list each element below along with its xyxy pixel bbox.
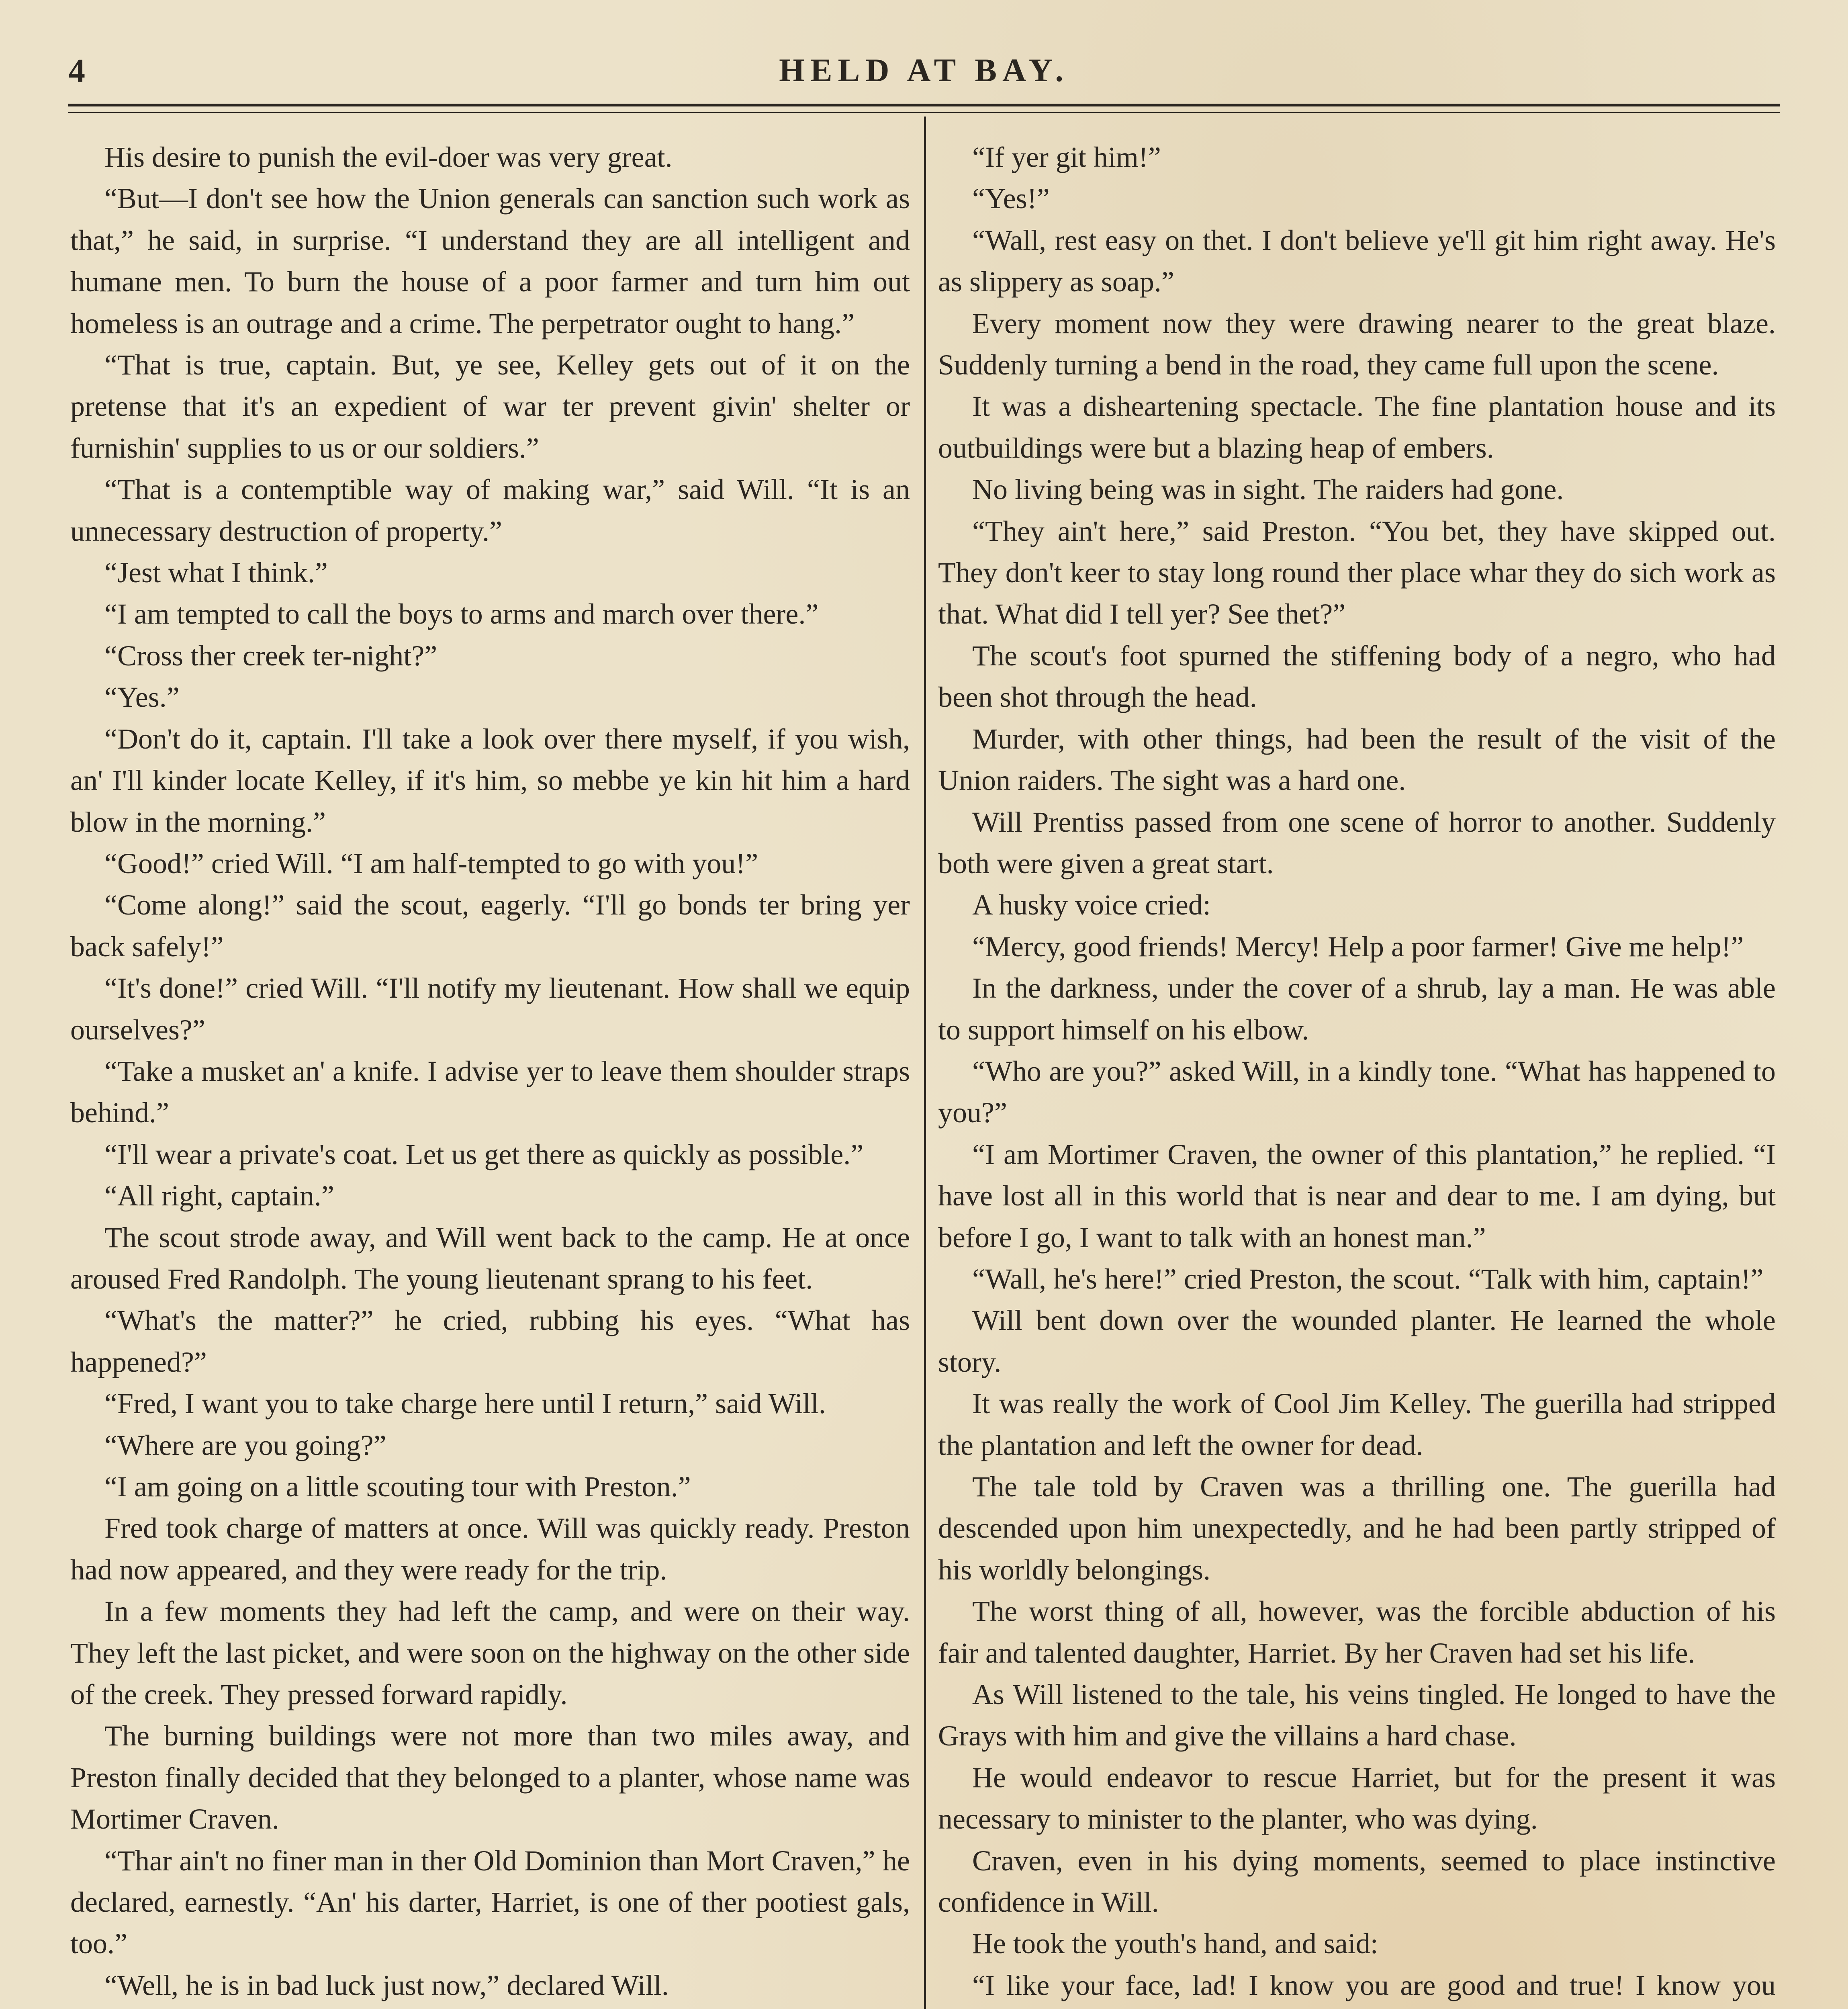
header-rule bbox=[68, 104, 1780, 106]
paragraph: “Fred, I want you to take charge here until I return,” said Will. bbox=[104, 1387, 826, 1420]
paragraph: The tale told by Craven was a thrilling one. The guerilla had descended upon him unexpectedly, and he had been partly stripped of his worldly belongings. bbox=[938, 1471, 1776, 1586]
paragraph: “Well, he is in bad luck just now,” declared Will. bbox=[104, 1969, 669, 2001]
paragraph: “Thar ain't no finer man in ther Old Dominion than Mort Craven,” he declared, earnestly. “An' his darter, Harriet, is one of ther pootiest gals, too.” bbox=[70, 1844, 910, 1960]
paragraph: “I'll wear a private's coat. Let us get there as quickly as possible.” bbox=[104, 1138, 864, 1170]
paragraph: “It's done!” cried Will. “I'll notify my lieutenant. How shall we equip ourselves?” bbox=[70, 972, 910, 1046]
paragraph: “Mercy, good friends! Mercy! Help a poor farmer! Give me help!” bbox=[972, 930, 1744, 963]
header-rule-thin bbox=[68, 112, 1780, 113]
paragraph: As Will listened to the tale, his veins tingled. He longed to have the Grays with him and give the villains a hard chase. bbox=[938, 1678, 1776, 1752]
paragraph: No living being was in sight. The raiders had gone. bbox=[972, 473, 1564, 506]
paragraph: “All right, captain.” bbox=[104, 1180, 334, 1212]
paragraph: It was really the work of Cool Jim Kelley. The guerilla had stripped the plantation and left the owner for dead. bbox=[938, 1387, 1776, 1461]
paragraph: “Good!” cried Will. “I am half-tempted to go with you!” bbox=[104, 847, 758, 880]
paragraph: The scout's foot spurned the stiffening body of a negro, who had been shot through the head. bbox=[938, 639, 1776, 714]
paragraph: Will Prentiss passed from one scene of horror to another. Suddenly both were given a great start. bbox=[938, 806, 1776, 880]
paragraph: “But—I don't see how the Union generals can sanction such work as that,” he said, in surprise. “I understand they are all intelligent and humane men. To burn the house of a poor farmer and turn him out homeless is an outrage and a crime. The perpetrator ought to hang.” bbox=[70, 182, 910, 340]
paragraph: A husky voice cried: bbox=[972, 889, 1211, 921]
paragraph: “Where are you going?” bbox=[104, 1429, 386, 1461]
paragraph: He would endeavor to rescue Harriet, but for the present it was necessary to minister to the planter, who was dying. bbox=[938, 1761, 1776, 1835]
paragraph: The burning buildings were not more than two miles away, and Preston finally decided that they belonged to a planter, whose name was Mortimer Craven. bbox=[70, 1720, 910, 1835]
paragraph: “Yes!” bbox=[972, 182, 1050, 215]
paragraph: “If yer git him!” bbox=[972, 141, 1161, 173]
paragraph: “Wall, rest easy on thet. I don't believe ye'll git him right away. He's as slippery as soap.” bbox=[938, 224, 1776, 298]
paragraph: Fred took charge of matters at once. Will was quickly ready. Preston had now appeared, and they were ready for the trip. bbox=[70, 1512, 910, 1586]
paragraph: “Jest what I think.” bbox=[104, 556, 328, 589]
paragraph: In a few moments they had left the camp, and were on their way. They left the last picket, and were soon on the highway on the other side of the creek. They pressed forward rapidly. bbox=[70, 1595, 910, 1711]
right-column bbox=[938, 137, 1776, 2009]
left-column bbox=[70, 137, 910, 2009]
page-header bbox=[68, 48, 1780, 96]
paragraph: Every moment now they were drawing nearer to the great blaze. Suddenly turning a bend in the road, they came full upon the scene. bbox=[938, 307, 1776, 381]
paragraph: “They ain't here,” said Preston. “You bet, they have skipped out. They don't keer to stay long round ther place whar they do sich work as that. What did I tell yer? See thet?” bbox=[938, 515, 1776, 630]
paragraph: “Cross ther creek ter-night?” bbox=[104, 639, 437, 672]
paragraph: “That is a contemptible way of making war,” said Will. “It is an unnecessary destruction of property.” bbox=[70, 473, 910, 547]
paragraph: In the darkness, under the cover of a shrub, lay a man. He was able to support himself on his elbow. bbox=[938, 972, 1776, 1046]
paragraph: “Yes.” bbox=[104, 681, 180, 714]
paragraph: “That is true, captain. But, ye see, Kelley gets out of it on the pretense that it's an expedient of war ter prevent givin' shelter or furnishin' supplies to us or our soldiers.” bbox=[70, 349, 910, 464]
paragraph: “I am Mortimer Craven, the owner of this plantation,” he replied. “I have lost all in this world that is near and dear to me. I am dying, but before I go, I want to talk with an honest man.” bbox=[938, 1138, 1776, 1254]
paragraph: “Wall, he's here!” cried Preston, the scout. “Talk with him, captain!” bbox=[972, 1262, 1764, 1295]
paragraph: His desire to punish the evil-doer was very great. bbox=[104, 141, 673, 173]
paragraph: “Don't do it, captain. I'll take a look over there myself, if you wish, an' I'll kinder locate Kelley, if it's him, so mebbe ye kin hit him a hard blow in the morning.” bbox=[70, 722, 910, 838]
paragraph: It was a disheartening spectacle. The fine plantation house and its outbuildings were but a blazing heap of embers. bbox=[938, 390, 1776, 464]
paragraph: “I like your face, lad! I know you are good and true! I know you bbox=[972, 1969, 1776, 2001]
paragraph bbox=[70, 2006, 910, 2009]
paragraph: “I am tempted to call the boys to arms and march over there.” bbox=[104, 598, 819, 630]
paragraph: He took the youth's hand, and said: bbox=[972, 1927, 1378, 1960]
paragraph: “What's the matter?” he cried, rubbing his eyes. “What has happened?” bbox=[70, 1304, 910, 1378]
paragraph: The worst thing of all, however, was the forcible abduction of his fair and talented daughter, Harriet. By her Craven had set his life. bbox=[938, 1595, 1776, 1669]
paragraph: “Take a musket an' a knife. I advise yer to leave them shoulder straps behind.” bbox=[70, 1055, 910, 1129]
paragraph: Will bent down over the wounded planter. He learned the whole story. bbox=[938, 1304, 1776, 1378]
paragraph: Craven, even in his dying moments, seemed to place instinctive confidence in Will. bbox=[938, 1844, 1776, 1919]
running-title: HELD AT BAY. bbox=[779, 52, 1069, 88]
paragraph: “Who are you?” asked Will, in a kindly tone. “What has happened to you?” bbox=[938, 1055, 1776, 1129]
column-divider bbox=[924, 117, 926, 2009]
paragraph: Murder, with other things, had been the result of the visit of the Union raiders. The sight was a hard one. bbox=[938, 722, 1776, 797]
paragraph: “I am going on a little scouting tour with Preston.” bbox=[104, 1471, 691, 1503]
page-number: 4 bbox=[68, 52, 85, 90]
paragraph: The scout strode away, and Will went back to the camp. He at once aroused Fred Randolph. The young lieutenant sprang to his feet. bbox=[70, 1221, 910, 1295]
paragraph: “Come along!” said the scout, eagerly. “I'll go bonds ter bring yer back safely!” bbox=[70, 889, 910, 963]
